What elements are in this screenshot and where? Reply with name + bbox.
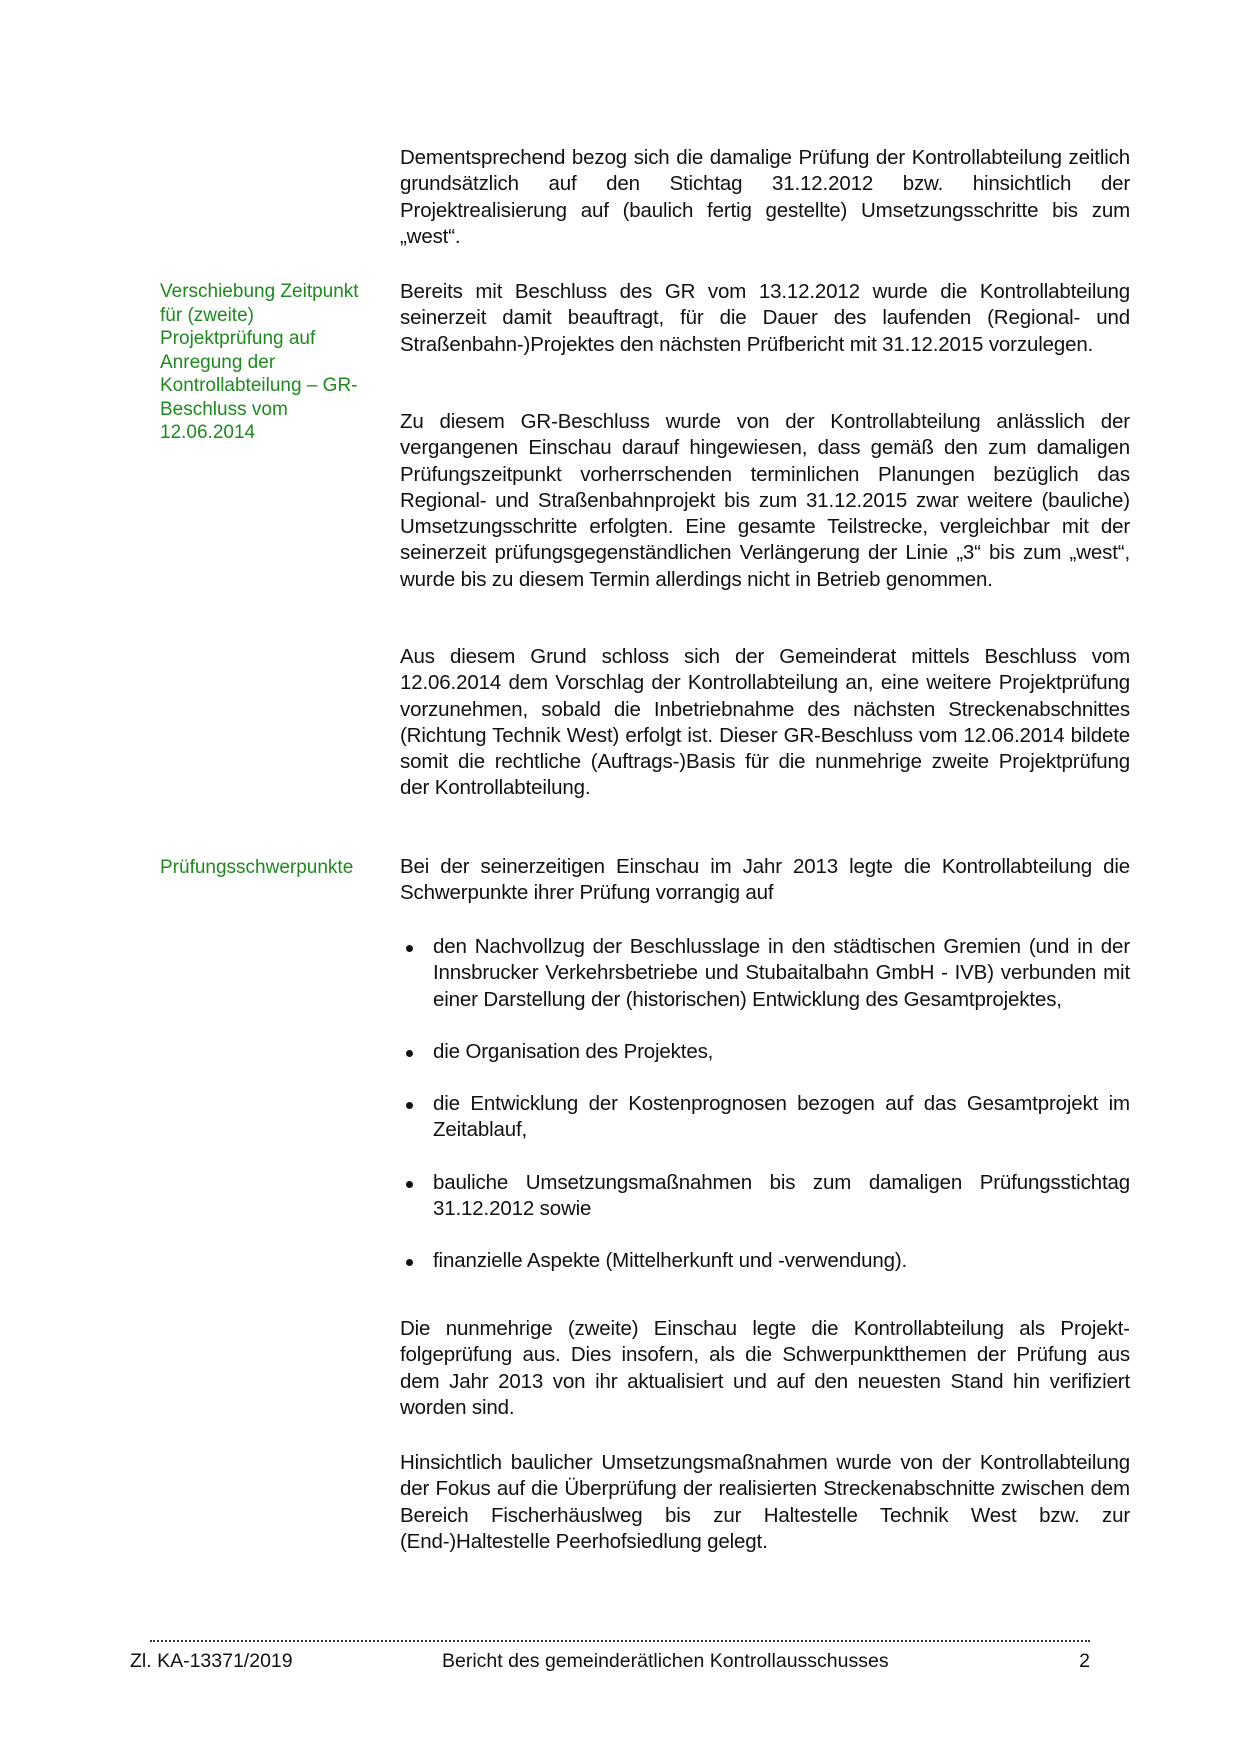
list-item: den Nachvollzug der Beschlusslage in den städtischen Gremien (und in der Innsbrucker Verkehrsbetriebe und Stubaitalbahn GmbH - IVB) verbunden mit einer Darstellung der (historischen) Entwicklung des Gesamtprojektes,: [400, 934, 1130, 1013]
paragraph-schwerpunkte-intro: Bei der seinerzeitigen Einschau im Jahr 2013 legte die Kontrollabteilung die Schwerpunkte ihrer Prüfung vorrangig auf: [400, 855, 1130, 905]
bullet-icon: [406, 945, 413, 952]
margin-note-pruefungsschwerpunkte: Prüfungsschwerpunkte: [160, 857, 354, 878]
paragraph-stichtag: Dementsprechend bezog sich die damalige Prüfung der Kontrollabteilung zeitlich grundsätzlich auf den Stichtag 31.12.2012 bzw. hinsichtlich der Projektrealisierung auf (baulich fertig gestellte) Umsetzungsschritte bis zum „west“.: [400, 146, 1130, 248]
footer-divider: [150, 1640, 1090, 1642]
margin-note-verschiebung: Verschiebung Zeitpunkt für (zweite) Projektprüfung auf Anregung der Kontrollabteilung – GR-Beschluss vom 12.06.2014: [160, 281, 359, 443]
paragraph-gr-beschluss-2012: Bereits mit Beschluss des GR vom 13.12.2012 wurde die Kontrollabteilung seinerzeit damit beauftragt, für die Dauer des laufenden (Regional- und Straßenbahn-)Projektes den nächsten Prüfbericht mit 31.12.2015 vorzulegen.: [400, 280, 1130, 356]
footer-reference: Zl. KA-13371/2019: [130, 1650, 293, 1672]
list-item: die Organisation des Projektes,: [400, 1039, 1130, 1065]
bullet-icon: [406, 1102, 413, 1109]
bullet-icon: [406, 1259, 413, 1266]
page-number: 2: [1079, 1650, 1090, 1672]
footer-title: Bericht des gemeinderätlichen Kontrollausschusses: [442, 1650, 889, 1672]
paragraph-hinweis-kontrollabteilung: Zu diesem GR-Beschluss wurde von der Kontrollabteilung anlässlich der vergangenen Einschau darauf hingewiesen, dass gemäß den zum damaligen Prüfungszeitpunkt vorherrschenden terminlichen Planungen bezüglich das Regional- und Straßenbahnprojekt bis zum 31.12.2015 zwar weitere (bauliche) Umsetzungsschritte erfolgten. Eine gesamte Teilstrecke, vergleichbar mit der seinerzeit prüfungsgegenständlichen Verlängerung der Linie „3“ bis zum „west“, wurde bis zu diesem Termin allerdings nicht in Betrieb genommen.: [400, 410, 1130, 591]
bullet-icon: [406, 1181, 413, 1188]
schwerpunkte-list: [400, 934, 1130, 1301]
list-item: bauliche Umsetzungsmaßnahmen bis zum damaligen Prüfungsstichtag 31.12.2012 sowie: [400, 1170, 1130, 1223]
paragraph-bauliche-umsetzung: Hinsichtlich baulicher Umsetzungsmaßnahmen wurde von der Kontrollabteilung der Fokus auf die Überprüfung der realisierten Streckenabschnitte zwischen dem Bereich Fischerhäuslweg bis zur Haltestelle Technik West bzw. zur (End-)Haltestelle Peerhofsiedlung gelegt.: [400, 1451, 1130, 1553]
list-item: die Entwicklung der Kostenprognosen bezogen auf das Gesamtprojekt im Zeitablauf,: [400, 1091, 1130, 1144]
bullet-icon: [406, 1050, 413, 1057]
paragraph-gr-beschluss-2014: Aus diesem Grund schloss sich der Gemeinderat mittels Beschluss vom 12.06.2014 dem Vorschlag der Kontrollabteilung an, eine weitere Projektprüfung vorzunehmen, sobald die Inbetriebnahme des nächsten Streckenabschnittes (Richtung Technik West) erfolgt ist. Dieser GR-Beschluss vom 12.06.2014 bildete somit die rechtliche (Auftrags-)Basis für die nunmehrige zweite Projektprüfung der Kontrollabteilung.: [400, 645, 1130, 800]
list-item: finanzielle Aspekte (Mittelherkunft und -verwendung).: [400, 1248, 1130, 1274]
paragraph-folgepruefung: Die nunmehrige (zweite) Einschau legte die Kontrollabteilung als Projektfolgeprüfung aus. Dies insofern, als die Schwerpunktthemen der Prüfung aus dem Jahr 2013 von ihr aktualisiert und auf den neuesten Stand hin verifiziert worden sind.: [400, 1317, 1130, 1419]
